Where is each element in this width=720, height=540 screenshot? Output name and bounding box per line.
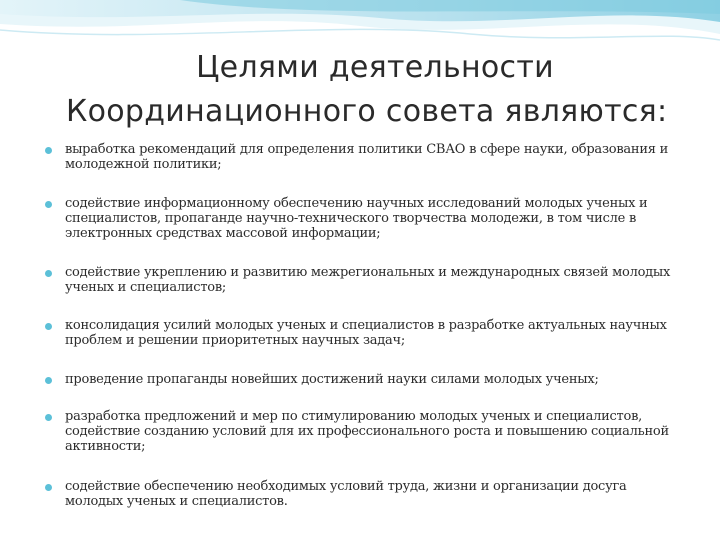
list-item-text: консолидация усилий молодых ученых и специалистов в разработке актуальных научных проблем и решении приоритетных научных задач; — [65, 318, 667, 348]
bullet-icon — [45, 147, 52, 154]
bullet-icon — [45, 414, 52, 421]
list-item-text: содействие информационному обеспечению научных исследований молодых ученых и специалистов, пропаганде научно-технического творчества молодежи, в том числе в электронных средствах массовой информации; — [65, 196, 648, 241]
bullet-icon — [45, 377, 52, 384]
bullet-icon — [45, 484, 52, 491]
list-item-text: проведение пропаганды новейших достижений науки силами молодых ученых; — [65, 372, 599, 387]
bullet-icon — [45, 201, 52, 208]
bullet-icon — [45, 270, 52, 277]
slide-title — [0, 46, 720, 134]
list-item-text: содействие укреплению и развитию межрегиональных и международных связей молодых ученых и специалистов; — [65, 265, 671, 295]
list-item-text: выработка рекомендаций для определения политики СВАО в сфере науки, образования и молодежной политики; — [65, 142, 669, 172]
title-line-2: Координационного совета являются: — [66, 94, 668, 129]
list-item-text: содействие обеспечению необходимых условий труда, жизни и организации досуга молодых ученых и специалистов. — [65, 479, 627, 509]
list-item-text: разработка предложений и мер по стимулированию молодых ученых и специалистов, содействие созданию условий для их профессионального роста и повышению социальной активности; — [65, 409, 669, 454]
title-line-1: Целями деятельности — [196, 50, 554, 85]
bullet-icon — [45, 323, 52, 330]
